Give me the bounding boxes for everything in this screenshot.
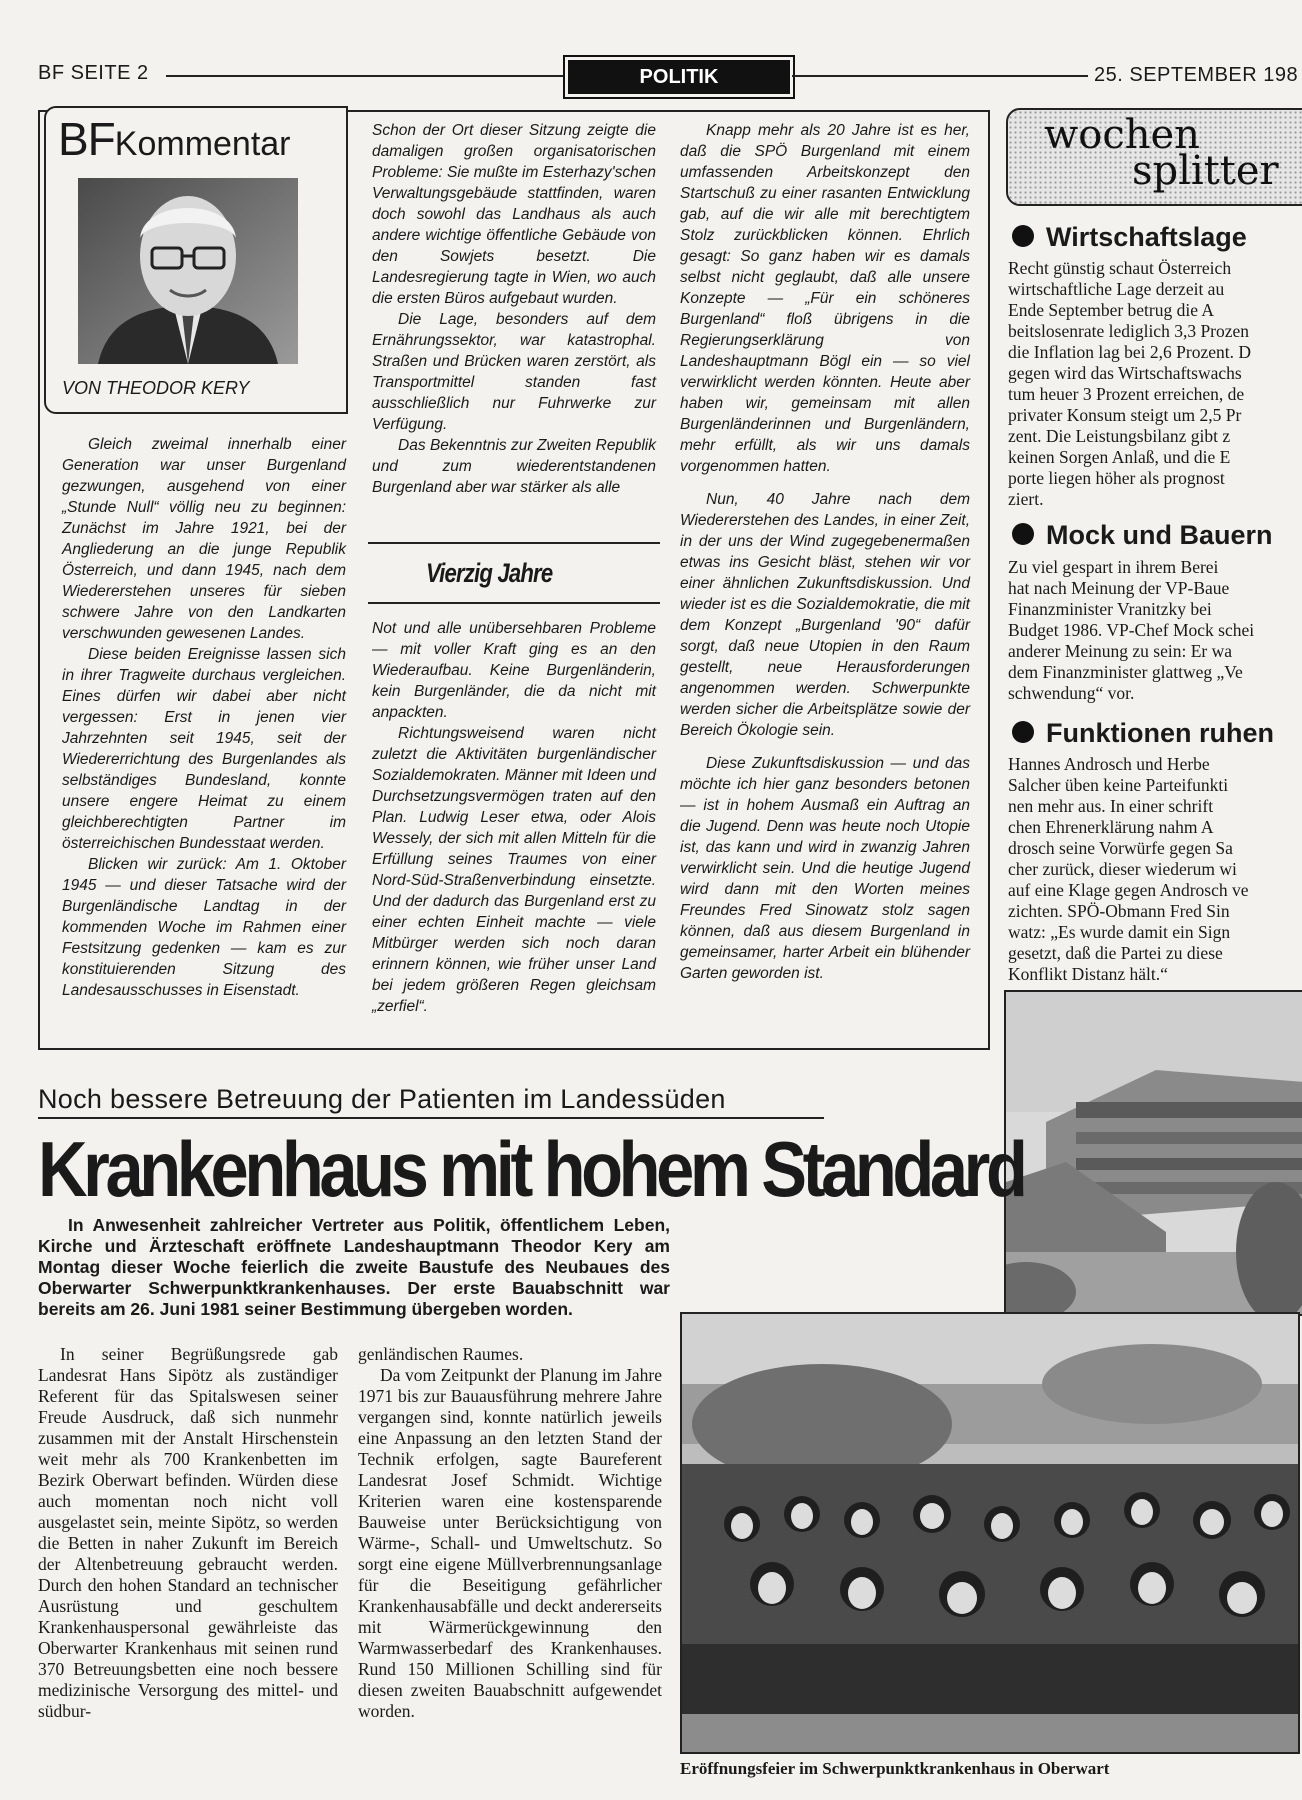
paragraph: Blicken wir zurück: Am 1. Oktober 1945 — und dieser Tatsache wird der Burgenländische Landtag in der kommenden Woche im Rahmen einer Festsitzung gedenken — kam es zur konstituierenden Sitzung des Landesausschusses in Eisenstadt. (62, 856, 346, 999)
ceremony-photo (680, 1312, 1300, 1754)
bullet-icon (1012, 523, 1034, 545)
paragraph: Diese beiden Ereignisse lassen sich in ihrer Tragweite durchaus vergleichen. Eines dürfen wir dabei aber nicht vergessen: Erst in jenen vier Jahrzehnten seit 1945, seit der Wiedererrichtung des Burgenlandes als selbständiges Bundesland, konnte unsere engere Heimat zu einem gleichberechtigten Partner im österreichischen Bundesstaat werden. (62, 646, 346, 852)
logo-bf: BF (58, 113, 115, 165)
paragraph: Diese Zukunftsdiskussion — und das möchte ich hier ganz besonders betonen — ist in hohem Ausmaß ein Auftrag an die Jugend. Denn was heute noch Utopie ist, das kann und wird in zwanzig Jahren verwirklicht sein. Und die heutige Jugend wird dann mit den Worten meines Freundes Fred Sinowatz stolz sagen können, daß aus diesem Burgenland in gemeinsamer, harter Arbeit ein blühender Garten geworden ist. (680, 755, 970, 982)
news-text: Recht günstig schaut Österreich wirtschaftliche Lage derzeit au Ende September betrug die A beitslosenrate lediglich 3,3 Prozen die Inflation lag bei 2,6 Prozent. D gegen wird das Wirtschaftswachs tum heuer 3 Prozent erreichen, de privater Konsum steigt um 2,5 Pr zent. Die Leistungsbilanz gibt z keinen Sorgen Anlaß, und die E porte liegen höher als prognost ziert. (1008, 258, 1251, 509)
header-rule-left (166, 75, 564, 77)
article-headline: Krankenhaus mit hohem Standard (38, 1125, 1024, 1213)
article-lead: In Anwesenheit zahlreicher Vertreter aus Politik, öffentlichem Leben, Kirche und Ärzteschaft eröffnete Landeshauptmann Theodor Kery am Montag dieser Woche feierlich die zweite Baustufe des Neubaues des Oberwarter Schwerpunktkrankenhauses. Der erste Bauabschnitt war bereits am 26. Juni 1981 seiner Bestimmung übergeben worden. (38, 1215, 670, 1319)
subheading: Vierzig Jahre (426, 558, 553, 588)
bullet-icon (1012, 721, 1034, 743)
paragraph: Not und alle unübersehbaren Probleme — mit voller Kraft ging es an den Wiederaufbau. Keine Burgenländerin, kein Burgenländer, die da nicht mit anpackten. (372, 620, 656, 721)
paragraph: Richtungsweisend waren nicht zuletzt die Aktivitäten burgenländischer Sozialdemokraten. Männer mit Ideen und Durchsetzungsvermögen traten auf den Plan. Ludwig Leser etwa, oder Alois Wessely, der sich mit allen Mitteln für die Erfüllung seines Traumes von einer Nord-Süd-Straßenverbindung einsetzte. Und der dadurch das Burgenland erst zu einer echten Einheit machte — viele Mitbürger werden sich noch daran erinnern können, wie früher unser Land bei jedem größeren Regen gleichsam „zerfiel“. (372, 725, 656, 1015)
article-column-1 (38, 1344, 338, 1722)
subhead-rule-bottom (368, 602, 660, 604)
subhead-rule-top (368, 542, 660, 544)
header-rule-right (792, 75, 1088, 77)
kommentar-column-2-top (372, 120, 656, 498)
news-heading: Funktionen ruhen (1012, 718, 1274, 749)
news-heading: Mock und Bauern (1012, 520, 1273, 551)
article-kicker: Noch bessere Betreuung der Patienten im Landessüden (38, 1084, 726, 1114)
kommentar-logo (58, 112, 291, 166)
author-byline: VON THEODOR KERY (62, 378, 250, 398)
paragraph: Knapp mehr als 20 Jahre ist es her, daß die SPÖ Burgenland mit einem umfassenden Arbeitskonzept den Startschuß zu einer rasanten Entwicklung gab, auf die wir alle mit berechtigtem Stolz zurückblicken können. Ehrlich gesagt: So ganz haben wir es damals selbst nicht geglaubt, daß alle unsere Konzepte — „Für ein schöneres Burgenland“ floß übrigens in die Regierungserklärung von Landeshauptmann Bögl ein — so viel verwirklicht werden könnten. Heute aber haben wir, gemeinsam mit allen Burgenländerinnen und Burgenländern, mehr erfüllt, als wir uns damals vorgenommen hatten. (680, 122, 970, 475)
section-label: POLITIK (568, 60, 790, 94)
article-column-2 (358, 1344, 662, 1722)
wochensplitter-title-1: wochen (1044, 112, 1200, 158)
hospital-building-photo (1004, 990, 1302, 1316)
paragraph: Nun, 40 Jahre nach dem Wiedererstehen des Landes, in einer Zeit, in der uns der Wind zugegebenermaßen etwas ins Gesicht bläst, stehen wir vor einer ähnlichen Zukunftsdiskussion. Und wieder ist es die Sozialdemokratie, die mit dem Konzept „Burgenland '90“ dafür sorgt, daß neue Utopien in den Raum gestellt, neue Herausforderungen angenommen werden. Schwerpunkte werden sicher die Arbeitsplätze sowie der Bereich Ökologie sein. (680, 491, 970, 739)
news-text: Hannes Androsch und Herbe Salcher üben keine Parteifunkti nen mehr aus. In einer schrift chen Ehrenerklärung nahm A drosch seine Vorwürfe gegen Sa cher zurück, dieser wiederum wi auf eine Klage gegen Androsch ve zichten. SPÖ-Obmann Fred Sin watz: „Es wurde damit ein Sign gesetzt, daß die Partei zu diese Konflikt Distanz hält.“ (1008, 754, 1249, 984)
wochensplitter-title-2: splitter (1132, 148, 1279, 194)
kommentar-column-1 (62, 434, 346, 1001)
logo-kommentar: Kommentar (114, 125, 291, 163)
author-portrait (78, 178, 298, 364)
kommentar-column-2-bottom (372, 618, 656, 1017)
paragraph: genländischen Raumes. (358, 1344, 524, 1364)
paragraph: Da vom Zeitpunkt der Planung im Jahre 1971 bis zur Bauausführung mehrere Jahre vergangen sind, konnte natürlich jeweils eine Anpassung an den letzten Stand der Technik erfolgen, sagte Baureferent Landesrat Josef Schmidt. Wichtige Kriterien waren eine kostensparende Bauweise unter Berücksichtigung von Wärme-, Schall- und Umweltschutz. So sorgt eine eigene Müllverbrennungsanlage für die Beseitigung gefährlicher Krankenhausabfälle und deckt andererseits mit Wärmerückgewinnung den Warmwasserbedarf des Krankenhauses. Rund 150 Millionen Schilling sind für diesen zweiten Bauabschnitt aufgewendet worden. (358, 1365, 662, 1721)
paragraph: Die Lage, besonders auf dem Ernährungssektor, war katastrophal. Straßen und Brücken waren zerstört, als Transportmittel standen fast ausschließlich nur Fuhrwerke zur Verfügung. (372, 311, 656, 433)
news-text: Zu viel gespart in ihrem Berei hat nach Meinung der VP-Baue Finanzminister Vranitzky bei Budget 1986. VP-Chef Mock schei anderer Meinung zu sein: Er wa dem Finanzminister glattweg „Ve schwendung“ vor. (1008, 557, 1255, 703)
paragraph: Schon der Ort dieser Sitzung zeigte die damaligen großen organisatorischen Probleme: Sie mußte im Esterhazy'schen Verwaltungsgebäude stattfinden, waren doch sowohl das Landhaus als auch andere wichtige öffentliche Gebäude von den Sowjets besetzt. Die Landesregierung tagte in Wien, wo auch die ersten Büros aufgebaut wurden. (372, 122, 656, 307)
news-heading: Wirtschaftslage (1012, 222, 1247, 253)
page-number: BF SEITE 2 (38, 62, 149, 84)
paragraph: Gleich zweimal innerhalb einer Generation war unser Burgenland gezwungen, ausgehend von einer „Stunde Null“ völlig neu zu beginnen: Zunächst im Jahre 1921, bei der Angliederung an die junge Republik Österreich, und dann 1945, nach dem Wiedererstehen unseres für sieben schwere Jahre von den Landkarten verschwunden gewesenen Landes. (62, 436, 346, 642)
bullet-icon (1012, 225, 1034, 247)
paragraph: Das Bekenntnis zur Zweiten Republik und zum wiederentstandenen Burgenland aber war stärker als alle (372, 437, 656, 496)
issue-date: 25. SEPTEMBER 198 (1094, 64, 1299, 86)
kommentar-column-3 (680, 120, 970, 984)
paragraph: In seiner Begrüßungsrede gab Landesrat Hans Sipötz als zuständiger Referent für das Spitalswesen seiner Freude Ausdruck, daß sich nunmehr zusammen mit der Anstalt Hirschenstein weit mehr als 700 Krankenbetten im Bezirk Oberwart befinden. Würden diese auch momentan noch nicht voll ausgelastet sein, meinte Sipötz, so werden die Betten in naher Zukunft im Bereich der Altenbetreuung gebraucht werden. Durch den hohen Standard an technischer Ausrüstung und geschultem Krankenhauspersonal gewährleiste das Oberwarter Krankenhaus mit seinen rund 370 Betreuungsbetten eine noch bessere medizinische Versorgung des mittel- und südbur- (38, 1344, 338, 1721)
kicker-rule (38, 1117, 824, 1119)
photo-caption: Eröffnungsfeier im Schwerpunktkrankenhaus in Oberwart (680, 1759, 1110, 1778)
